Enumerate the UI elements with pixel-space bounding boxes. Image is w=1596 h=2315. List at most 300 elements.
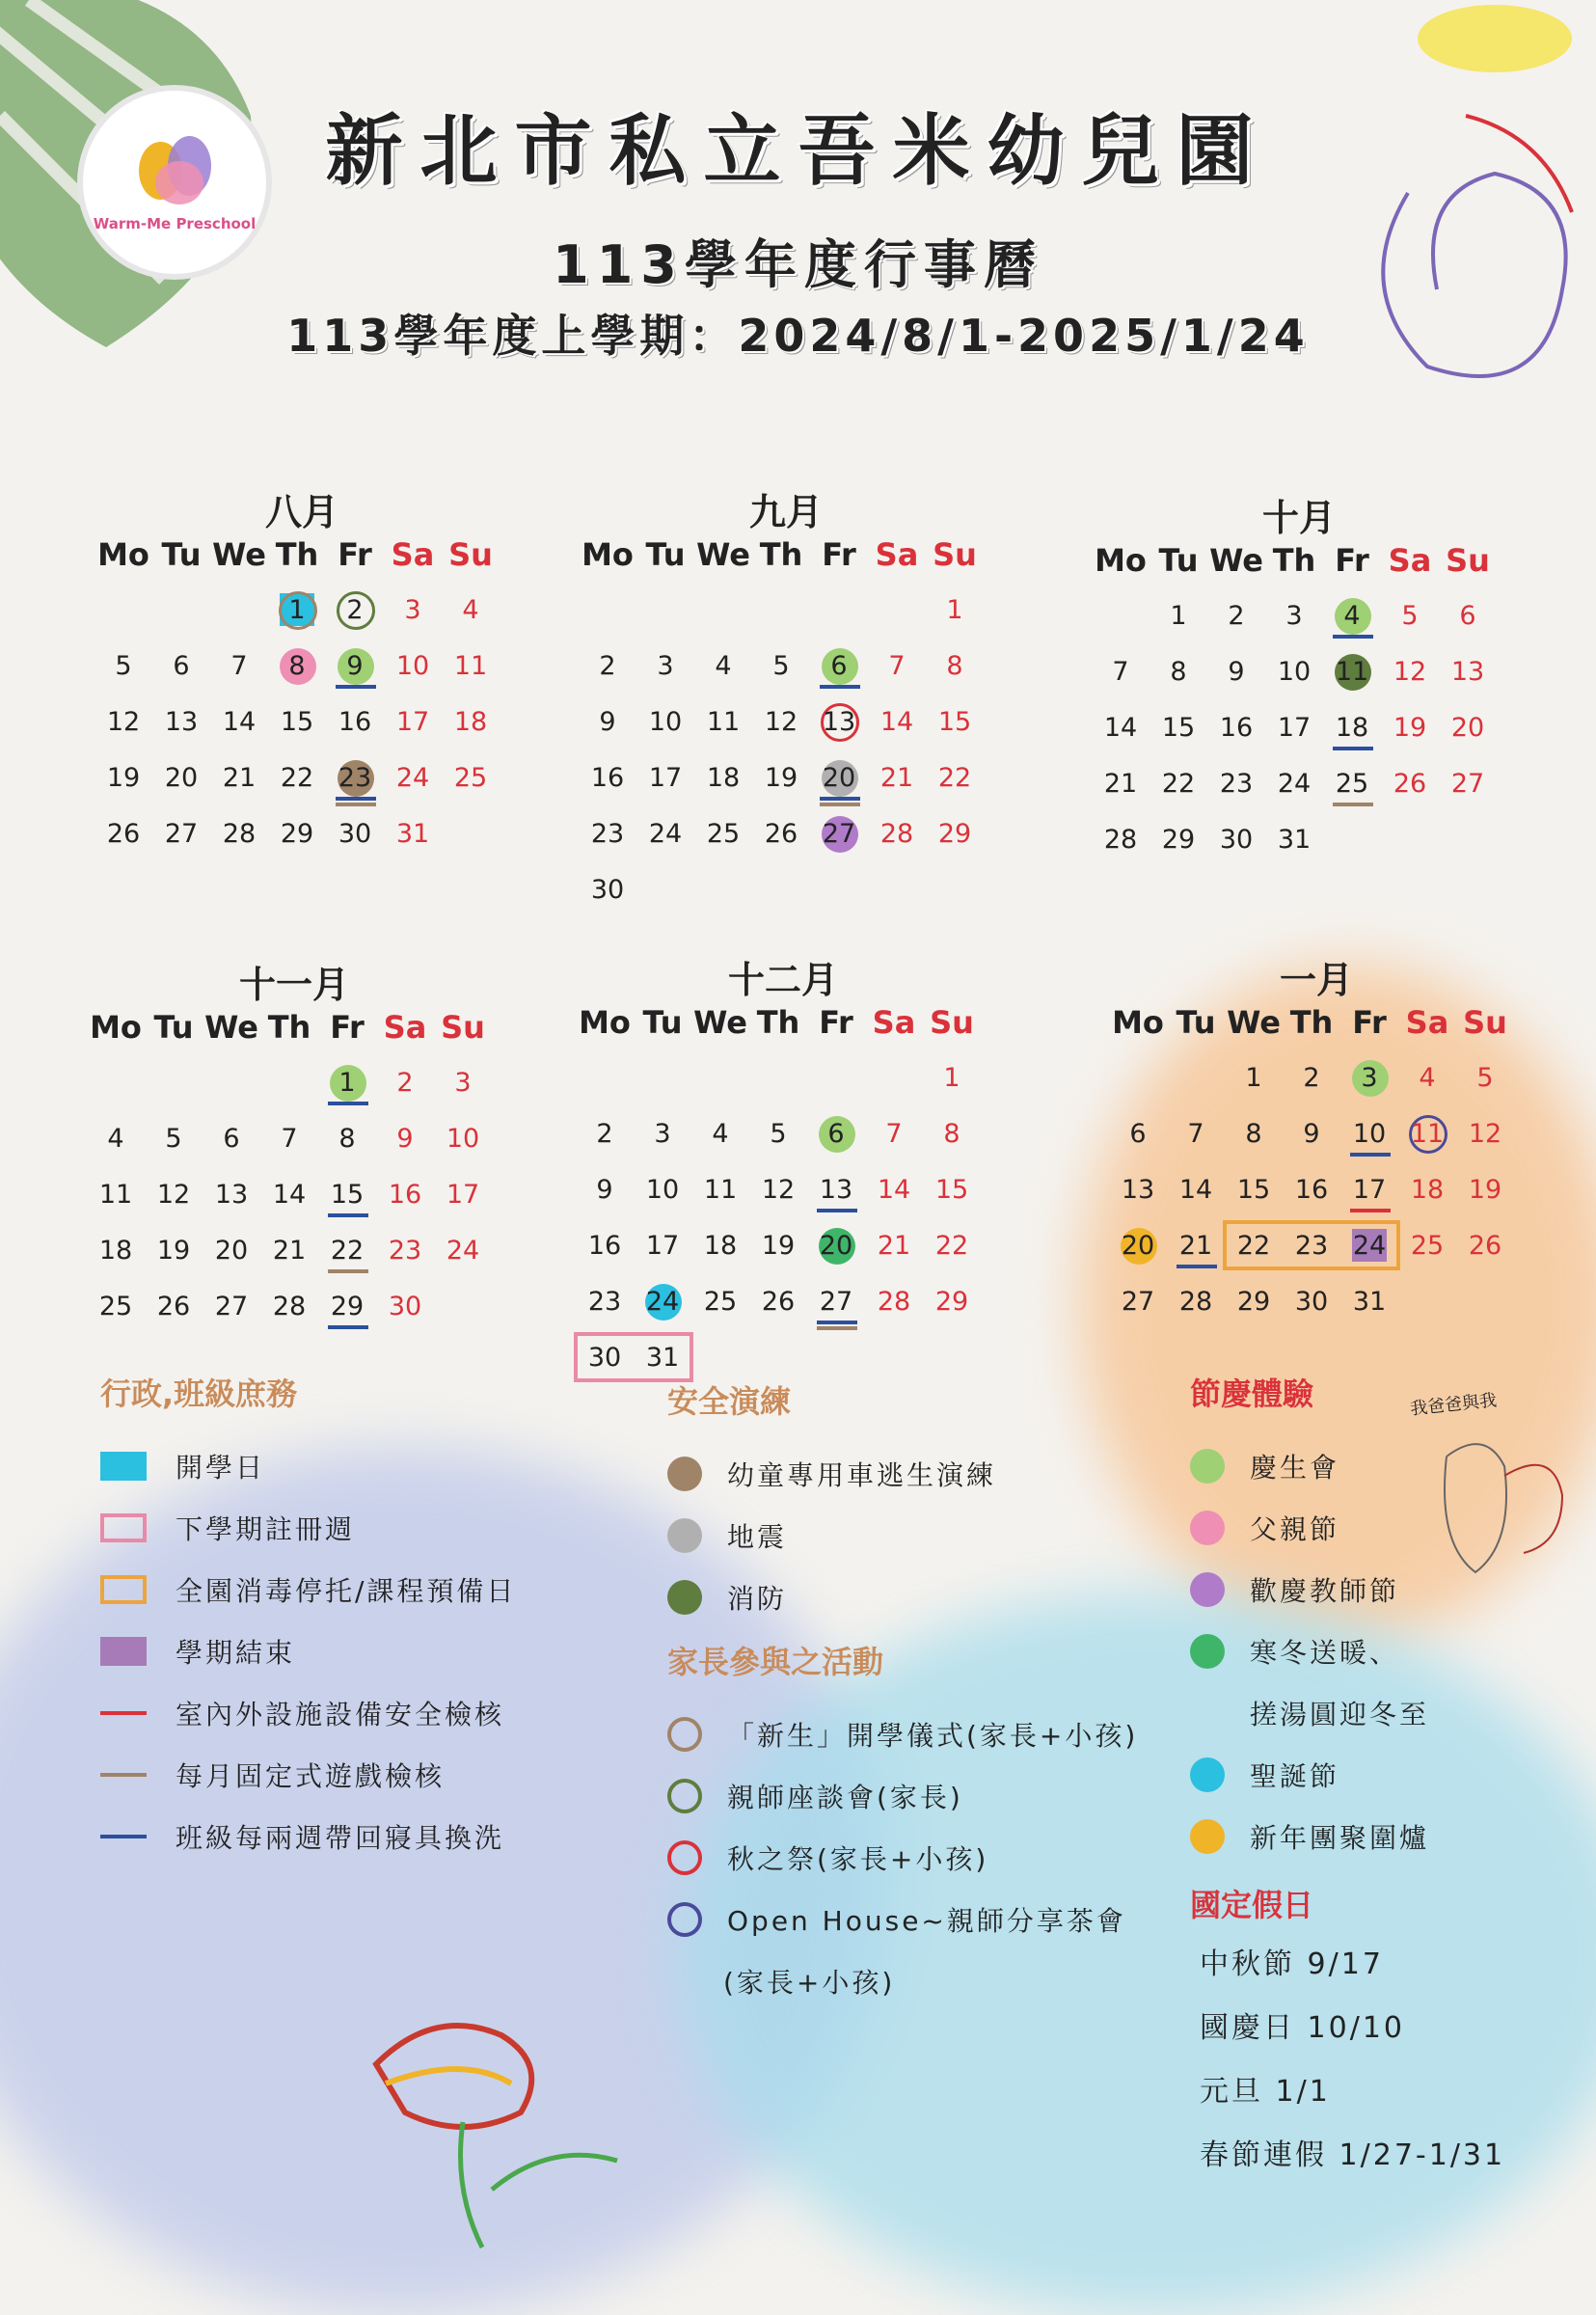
day-cell[interactable]: [318, 1171, 376, 1219]
legend-festival-item: [1190, 1620, 1595, 1682]
crayon-flower-bottom: [347, 1997, 656, 2257]
day-cell[interactable]: [694, 698, 752, 747]
day-cell[interactable]: [694, 754, 752, 803]
day-number: 25: [453, 763, 488, 793]
day-cell[interactable]: [923, 1054, 981, 1103]
day-cell[interactable]: [1439, 704, 1497, 752]
day-number: 3: [657, 651, 674, 681]
day-cell[interactable]: [1167, 1222, 1225, 1270]
day-cell[interactable]: [326, 754, 384, 803]
day-cell[interactable]: [1092, 760, 1150, 808]
day-cell[interactable]: [326, 642, 384, 691]
day-cell[interactable]: [865, 1110, 923, 1158]
legend-label: 下學期註冊週: [176, 1513, 356, 1545]
legend-label: 地震: [727, 1521, 788, 1553]
legend-festival-item: [1190, 1806, 1595, 1867]
day-cell[interactable]: [145, 1115, 203, 1163]
day-cell[interactable]: [95, 642, 152, 691]
day-cell[interactable]: [868, 754, 926, 803]
day-cell[interactable]: [1398, 1110, 1456, 1158]
day-number: 21: [879, 763, 914, 793]
day-cell[interactable]: [434, 1115, 492, 1163]
day-cell[interactable]: [1381, 760, 1439, 808]
day-cell[interactable]: [1439, 648, 1497, 696]
day-cell[interactable]: [203, 1283, 260, 1331]
event-underline: [1333, 803, 1373, 806]
day-cell[interactable]: [1456, 1166, 1514, 1214]
day-number: 26: [761, 1287, 796, 1317]
day-cell[interactable]: [95, 810, 152, 858]
day-number: 8: [338, 1124, 356, 1154]
day-cell[interactable]: [1225, 1110, 1283, 1158]
day-cell[interactable]: [318, 1283, 376, 1331]
day-number: 10: [648, 707, 683, 737]
day-cell[interactable]: [203, 1115, 260, 1163]
day-cell[interactable]: [318, 1227, 376, 1275]
day-cell[interactable]: [752, 810, 810, 858]
day-number: 1: [1245, 1063, 1262, 1093]
day-cell[interactable]: [203, 1171, 260, 1219]
day-cell[interactable]: [1456, 1222, 1514, 1270]
day-grid: [95, 586, 509, 866]
day-number: 12: [1393, 657, 1427, 687]
day-cell[interactable]: [634, 1222, 691, 1270]
day-cell[interactable]: [926, 810, 984, 858]
day-cell[interactable]: [868, 642, 926, 691]
day-cell[interactable]: [1150, 648, 1207, 696]
day-cell[interactable]: [210, 642, 268, 691]
day-cell[interactable]: [434, 1059, 492, 1107]
day-cell[interactable]: [376, 1227, 434, 1275]
day-cell[interactable]: [752, 754, 810, 803]
event-underline: [1177, 1265, 1217, 1268]
day-cell[interactable]: [1167, 1166, 1225, 1214]
legend-label: 寒冬送暖、: [1250, 1637, 1400, 1669]
day-number: 25: [1410, 1231, 1445, 1261]
day-cell[interactable]: [260, 1171, 318, 1219]
day-number: 8: [1245, 1119, 1262, 1149]
day-number: 14: [222, 707, 257, 737]
day-cell[interactable]: [95, 698, 152, 747]
day-number: 20: [214, 1236, 249, 1266]
day-cell[interactable]: [865, 1278, 923, 1326]
day-number: 29: [934, 1287, 969, 1317]
day-number: 23: [587, 1287, 622, 1317]
day-number: 25: [706, 819, 741, 849]
day-cell[interactable]: [1265, 816, 1323, 864]
day-number: 4: [712, 1119, 729, 1149]
day-number: 4: [715, 651, 732, 681]
day-number: 8: [1170, 657, 1187, 687]
month-january: [1109, 950, 1524, 1334]
weekday-label: Mo: [90, 1009, 142, 1046]
legend-label: 學期結束: [176, 1637, 296, 1669]
weekday-label: We: [204, 1009, 258, 1046]
day-cell[interactable]: [926, 642, 984, 691]
day-cell[interactable]: [1398, 1222, 1456, 1270]
day-cell[interactable]: [926, 754, 984, 803]
crayon-scribble-top-right: [1350, 0, 1596, 434]
day-number: 27: [819, 1287, 853, 1317]
weekday-label: Th: [759, 536, 803, 573]
weekday-label: Th: [275, 536, 319, 573]
day-cell[interactable]: [376, 1115, 434, 1163]
day-cell[interactable]: [152, 698, 210, 747]
day-cell[interactable]: [1323, 592, 1381, 640]
event-underline: [1333, 635, 1373, 639]
day-cell[interactable]: [1167, 1110, 1225, 1158]
weekday-label: Fr: [1335, 542, 1369, 579]
day-cell[interactable]: [576, 1222, 634, 1270]
day-cell[interactable]: [268, 754, 326, 803]
event-underline: [820, 685, 860, 689]
day-cell[interactable]: [210, 810, 268, 858]
month-name: 十月: [1261, 497, 1336, 539]
day-number: 15: [1161, 713, 1196, 743]
day-cell[interactable]: [694, 810, 752, 858]
day-cell[interactable]: [636, 642, 694, 691]
weekday-label: Th: [1289, 1004, 1334, 1041]
day-number: 19: [761, 1231, 796, 1261]
day-cell[interactable]: [1092, 704, 1150, 752]
legend-line-swatch: [100, 1835, 147, 1838]
day-cell[interactable]: [1207, 592, 1265, 640]
day-cell[interactable]: [1109, 1222, 1167, 1270]
day-cell[interactable]: [636, 698, 694, 747]
day-number: 3: [454, 1068, 472, 1098]
day-cell[interactable]: [752, 642, 810, 691]
day-cell[interactable]: [749, 1278, 807, 1326]
day-cell[interactable]: [384, 754, 442, 803]
day-grid: [579, 586, 993, 922]
legend-parent-item: [667, 1889, 1207, 1950]
day-cell[interactable]: [1092, 648, 1150, 696]
day-cell[interactable]: [691, 1222, 749, 1270]
day-cell[interactable]: [1109, 1110, 1167, 1158]
day-number: 7: [230, 651, 248, 681]
weekday-label: Fr: [819, 1004, 853, 1041]
day-cell[interactable]: [210, 698, 268, 747]
day-cell[interactable]: [1398, 1166, 1456, 1214]
legend-label: 親師座談會(家長): [727, 1782, 963, 1813]
day-cell[interactable]: [145, 1283, 203, 1331]
day-cell[interactable]: [810, 698, 868, 747]
day-cell[interactable]: [1456, 1110, 1514, 1158]
weekday-label: Sa: [391, 536, 435, 573]
day-number: 6: [1129, 1119, 1147, 1149]
day-cell[interactable]: [691, 1110, 749, 1158]
day-cell[interactable]: [434, 1171, 492, 1219]
day-number: 24: [395, 763, 430, 793]
day-cell[interactable]: [923, 1278, 981, 1326]
day-number: 28: [1178, 1287, 1213, 1317]
day-cell[interactable]: [807, 1110, 865, 1158]
day-cell[interactable]: [152, 810, 210, 858]
day-number: 4: [1343, 601, 1361, 631]
day-cell[interactable]: [442, 754, 500, 803]
day-cell[interactable]: [1340, 1110, 1398, 1158]
day-number: 18: [1335, 713, 1369, 743]
legend-label: 聖誕節: [1250, 1760, 1340, 1792]
day-cell[interactable]: [1398, 1054, 1456, 1103]
day-number: 17: [1352, 1175, 1387, 1205]
weekday-label: Th: [267, 1009, 311, 1046]
day-cell[interactable]: [260, 1283, 318, 1331]
day-cell[interactable]: [1092, 816, 1150, 864]
day-cell[interactable]: [268, 698, 326, 747]
day-cell[interactable]: [1323, 760, 1381, 808]
legend-admin-item: [100, 1435, 698, 1497]
day-cell[interactable]: [1150, 816, 1207, 864]
day-cell[interactable]: [1167, 1278, 1225, 1326]
day-cell[interactable]: [1265, 760, 1323, 808]
day-cell[interactable]: [87, 1171, 145, 1219]
day-cell[interactable]: [810, 642, 868, 691]
day-cell[interactable]: [434, 1227, 492, 1275]
day-cell[interactable]: [868, 698, 926, 747]
day-cell[interactable]: [203, 1227, 260, 1275]
day-number: 11: [706, 707, 741, 737]
day-number: 15: [1236, 1175, 1271, 1205]
day-cell[interactable]: [694, 642, 752, 691]
day-number: 10: [645, 1175, 680, 1205]
day-cell[interactable]: [1439, 592, 1497, 640]
day-number: 12: [761, 1175, 796, 1205]
day-number: 2: [346, 595, 364, 625]
day-cell[interactable]: [1283, 1166, 1340, 1214]
day-cell[interactable]: [636, 810, 694, 858]
weekday-header: [1109, 1004, 1524, 1054]
day-cell[interactable]: [1109, 1278, 1167, 1326]
day-cell[interactable]: [636, 754, 694, 803]
day-number: 11: [98, 1180, 133, 1210]
day-cell[interactable]: [1207, 704, 1265, 752]
day-cell[interactable]: [1283, 1278, 1340, 1326]
weekday-label: Fr: [1352, 1004, 1387, 1041]
day-cell[interactable]: [868, 810, 926, 858]
day-cell[interactable]: [752, 698, 810, 747]
day-cell[interactable]: [145, 1227, 203, 1275]
day-cell[interactable]: [579, 642, 636, 691]
day-cell[interactable]: [384, 810, 442, 858]
day-cell[interactable]: [749, 1222, 807, 1270]
day-number: 9: [396, 1124, 414, 1154]
day-number: 1: [288, 595, 306, 625]
day-number: 7: [1187, 1119, 1204, 1149]
day-cell[interactable]: [1340, 1278, 1398, 1326]
day-number: 18: [453, 707, 488, 737]
day-cell[interactable]: [1207, 648, 1265, 696]
day-cell[interactable]: [1150, 704, 1207, 752]
legend-parent-item: [667, 1827, 1207, 1889]
day-number: 16: [388, 1180, 422, 1210]
day-cell[interactable]: [318, 1059, 376, 1107]
day-cell[interactable]: [810, 754, 868, 803]
day-cell[interactable]: [145, 1171, 203, 1219]
day-cell[interactable]: [579, 810, 636, 858]
day-cell[interactable]: [376, 1059, 434, 1107]
day-cell[interactable]: [1381, 704, 1439, 752]
day-cell[interactable]: [326, 698, 384, 747]
day-cell[interactable]: [1109, 1166, 1167, 1214]
day-number: 5: [1476, 1063, 1494, 1093]
day-cell[interactable]: [691, 1278, 749, 1326]
day-number: 16: [1219, 713, 1254, 743]
day-number: 9: [596, 1175, 613, 1205]
weekday-label: Su: [930, 1004, 974, 1041]
day-number: 5: [1401, 601, 1419, 631]
day-cell[interactable]: [923, 1110, 981, 1158]
day-number: 6: [1459, 601, 1476, 631]
day-number: 8: [288, 651, 306, 681]
day-cell[interactable]: [384, 698, 442, 747]
day-number: 5: [772, 651, 790, 681]
day-cell[interactable]: [1340, 1054, 1398, 1103]
event-underline: [817, 1321, 857, 1324]
holiday-item: 國慶日 10/10: [1200, 2011, 1405, 2045]
legend-label: 秋之祭(家長+小孩): [727, 1843, 989, 1875]
day-cell[interactable]: [1283, 1110, 1340, 1158]
day-cell[interactable]: [87, 1283, 145, 1331]
day-cell[interactable]: [810, 810, 868, 858]
day-cell[interactable]: [268, 586, 326, 635]
day-cell[interactable]: [579, 754, 636, 803]
day-cell[interactable]: [87, 1115, 145, 1163]
weekday-label: Mo: [97, 536, 149, 573]
day-cell[interactable]: [1150, 592, 1207, 640]
legend-line-swatch: [100, 1773, 147, 1777]
day-cell[interactable]: [865, 1222, 923, 1270]
logo-text: Warm-Me Preschool: [93, 215, 257, 232]
day-cell[interactable]: [576, 1278, 634, 1326]
day-cell[interactable]: [634, 1278, 691, 1326]
day-cell[interactable]: [87, 1227, 145, 1275]
day-cell[interactable]: [576, 1166, 634, 1214]
day-cell[interactable]: [1283, 1054, 1340, 1103]
legend-box-swatch: [100, 1575, 147, 1604]
day-cell[interactable]: [749, 1166, 807, 1214]
day-number: 6: [173, 651, 190, 681]
day-cell[interactable]: [376, 1171, 434, 1219]
day-cell[interactable]: [634, 1110, 691, 1158]
day-cell[interactable]: [691, 1166, 749, 1214]
weekday-label: Tu: [645, 536, 686, 573]
day-cell[interactable]: [442, 698, 500, 747]
day-cell[interactable]: [1340, 1166, 1398, 1214]
day-cell[interactable]: [923, 1222, 981, 1270]
event-underline: [328, 1213, 368, 1217]
day-cell[interactable]: [1150, 760, 1207, 808]
day-number: 4: [1419, 1063, 1436, 1093]
day-cell[interactable]: [384, 586, 442, 635]
day-cell[interactable]: [326, 586, 384, 635]
day-cell[interactable]: [1456, 1054, 1514, 1103]
day-cell[interactable]: [579, 698, 636, 747]
legend-dot-icon: [667, 1580, 702, 1615]
day-number: 15: [280, 707, 314, 737]
day-cell[interactable]: [926, 698, 984, 747]
day-cell[interactable]: [1265, 648, 1323, 696]
day-cell[interactable]: [1225, 1278, 1283, 1326]
day-cell[interactable]: [1439, 760, 1497, 808]
day-number: 19: [764, 763, 798, 793]
day-cell[interactable]: [1265, 704, 1323, 752]
day-cell[interactable]: [1381, 648, 1439, 696]
weekday-label: Sa: [383, 1009, 427, 1046]
day-cell[interactable]: [1207, 816, 1265, 864]
legend-label: 新年團聚圍爐: [1250, 1822, 1430, 1854]
day-cell[interactable]: [152, 642, 210, 691]
day-cell[interactable]: [384, 642, 442, 691]
day-cell[interactable]: [1323, 704, 1381, 752]
day-number: 23: [338, 763, 372, 793]
day-cell[interactable]: [326, 810, 384, 858]
day-number: 1: [338, 1068, 356, 1098]
legend-label: 父親節: [1250, 1513, 1340, 1545]
day-number: 22: [1161, 769, 1196, 799]
day-number: 29: [937, 819, 972, 849]
day-cell[interactable]: [579, 866, 636, 914]
weekday-label: Su: [933, 536, 977, 573]
day-cell[interactable]: [923, 1166, 981, 1214]
day-number: 22: [937, 763, 972, 793]
day-cell[interactable]: [865, 1166, 923, 1214]
day-cell[interactable]: [807, 1222, 865, 1270]
day-cell[interactable]: [807, 1278, 865, 1326]
day-cell[interactable]: [210, 754, 268, 803]
legend-admin: [100, 1370, 698, 1867]
day-cell[interactable]: [1323, 648, 1381, 696]
month-name: 九月: [748, 491, 823, 533]
day-cell[interactable]: [926, 586, 984, 635]
day-cell[interactable]: [260, 1227, 318, 1275]
day-cell[interactable]: [268, 810, 326, 858]
day-number: 30: [1294, 1287, 1329, 1317]
legend-label: 全園消毒停托/課程預備日: [176, 1575, 517, 1607]
day-cell[interactable]: [634, 1166, 691, 1214]
day-number: 9: [1303, 1119, 1320, 1149]
day-cell[interactable]: [318, 1115, 376, 1163]
day-number: 9: [599, 707, 616, 737]
day-number: 14: [1103, 713, 1138, 743]
day-number: 8: [943, 1119, 960, 1149]
day-cell[interactable]: [1225, 1166, 1283, 1214]
day-cell[interactable]: [260, 1115, 318, 1163]
legend-label: 開學日: [176, 1452, 266, 1484]
day-cell[interactable]: [376, 1283, 434, 1331]
day-cell[interactable]: [1207, 760, 1265, 808]
day-cell[interactable]: [1381, 592, 1439, 640]
day-cell[interactable]: [268, 642, 326, 691]
day-cell[interactable]: [95, 754, 152, 803]
day-cell[interactable]: [576, 1110, 634, 1158]
day-number: 20: [1450, 713, 1485, 743]
day-cell[interactable]: [1265, 592, 1323, 640]
day-cell[interactable]: [152, 754, 210, 803]
day-number: 22: [280, 763, 314, 793]
day-number: 10: [395, 651, 430, 681]
day-cell[interactable]: [749, 1110, 807, 1158]
legend-dot-icon: [1190, 1511, 1225, 1545]
weekday-label: Su: [448, 536, 493, 573]
day-number: 13: [164, 707, 199, 737]
day-cell[interactable]: [442, 586, 500, 635]
day-cell[interactable]: [1225, 1054, 1283, 1103]
day-number: 9: [1228, 657, 1245, 687]
day-number: 25: [703, 1287, 738, 1317]
day-cell[interactable]: [442, 642, 500, 691]
day-cell[interactable]: [807, 1166, 865, 1214]
